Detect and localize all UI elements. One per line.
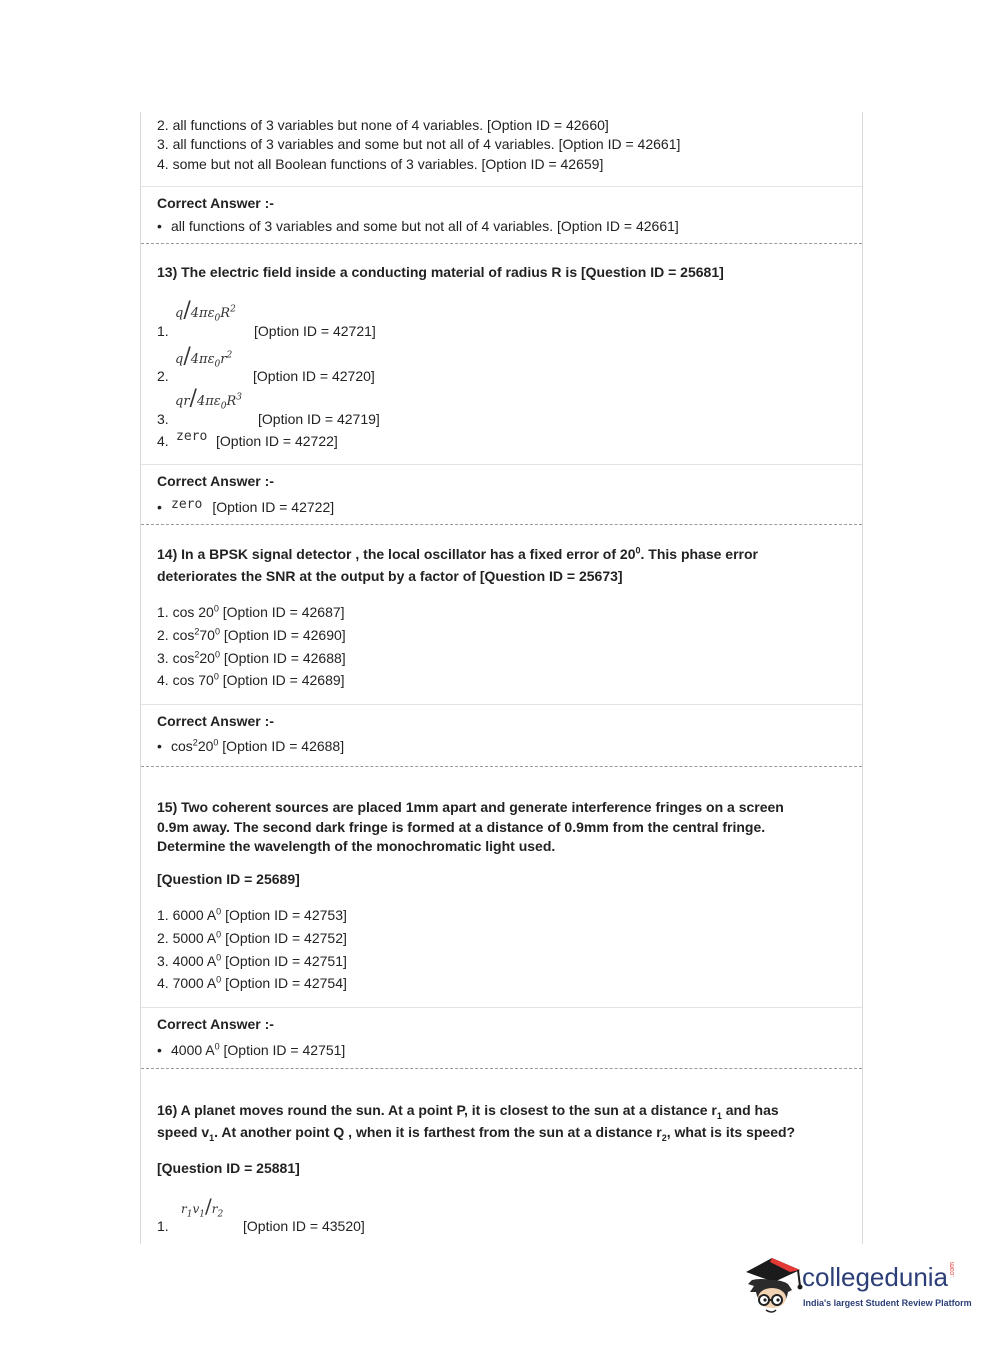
q13-option-3-id: [Option ID = 42719] (258, 411, 380, 427)
q13-option-1-id: [Option ID = 42721] (254, 323, 376, 339)
q16-sub-1: 1 (716, 1110, 722, 1121)
logo-wordmark (802, 1262, 956, 1293)
q14-option-1 (157, 603, 345, 621)
q14-correct-deg: 0 (213, 737, 219, 748)
q15-question-line-1: 15) Two coherent sources are placed 1mm apart and generate interference fringes on a screen (157, 799, 784, 815)
q13-question: 13) The electric field inside a conducting material of radius R is [Question ID = 25681] (157, 264, 724, 280)
q12-option-4: 4. some but not all Boolean functions of 3 variables. [Option ID = 42659] (157, 156, 604, 172)
mascot-icon (742, 1250, 804, 1316)
q16-sub-2a: 1 (209, 1132, 215, 1143)
q14-correct-val: 20 (197, 738, 214, 754)
question-divider (141, 243, 862, 244)
q15-option-2 (157, 929, 347, 947)
q15-correct-answer (157, 1041, 345, 1059)
q14-option-3-id: [Option ID = 42688] (219, 650, 346, 666)
q15-option-2-id: [Option ID = 42752] (221, 930, 347, 946)
q15-option-3-pre: 3. 4000 A (157, 953, 217, 969)
q15-option-1 (157, 906, 347, 924)
logo-suffix: .com (949, 1262, 957, 1278)
q14-option-3-pre: 3. cos (157, 650, 195, 666)
q12-correct-text: all functions of 3 variables and some but not all of 4 variables. [Option ID = 42661] (171, 218, 679, 234)
q13-option-3-num: 3. (157, 411, 169, 427)
bullet-icon: • (157, 1042, 162, 1058)
q15-option-3-id: [Option ID = 42751] (221, 953, 347, 969)
q14-option-1-deg: 0 (213, 603, 219, 614)
q16-option-1-num: 1. (157, 1218, 169, 1234)
q14-option-2-deg: 0 (214, 626, 220, 637)
separator (141, 704, 862, 705)
q16-sub-2b: 2 (661, 1132, 667, 1143)
q13-formula-1: $q/4\pi\varepsilon_0R^2$ (175, 298, 236, 324)
q16-question-id: [Question ID = 25881] (157, 1160, 300, 1176)
q13-formula-3: $qr/4\pi\varepsilon_0R^3$ (175, 386, 243, 412)
q16-text-1a: 16) A planet moves round the sun. At a point P, it is closest to the sun at a distance r (157, 1102, 717, 1118)
q13-option-1-num: 1. (157, 323, 169, 339)
q15-option-4-pre: 4. 7000 A (157, 975, 217, 991)
q15-option-1-pre: 1. 6000 A (157, 907, 217, 923)
q14-option-4-id: [Option ID = 42689] (218, 672, 345, 688)
question-divider (141, 766, 862, 767)
q13-correct-label: Correct Answer :- (157, 473, 274, 489)
q14-option-2-val: 70 (199, 627, 215, 643)
q14-option-4-pre: 4. cos 70 (157, 672, 214, 688)
q15-option-1-id: [Option ID = 42753] (221, 907, 347, 923)
q14-option-4-deg: 0 (213, 671, 219, 682)
q15-option-1-deg: 0 (216, 906, 222, 917)
logo-name: collegedunia (802, 1262, 949, 1292)
q15-correct-deg: 0 (214, 1041, 220, 1052)
separator (141, 1007, 862, 1008)
q13-formula-2: $q/4\pi\varepsilon_0r^2$ (175, 344, 233, 370)
q16-text-2a: speed v (157, 1124, 210, 1140)
q15-question-id: [Question ID = 25689] (157, 871, 300, 887)
q14-correct-sq: 2 (192, 737, 198, 748)
q15-option-2-pre: 2. 5000 A (157, 930, 217, 946)
q14-question-line-1 (157, 545, 758, 563)
q14-correct-id: [Option ID = 42688] (218, 738, 345, 754)
q12-correct-label: Correct Answer :- (157, 195, 274, 211)
q12-correct-answer (157, 217, 679, 235)
q16-text-1b: and has (721, 1102, 779, 1118)
q13-option-4-num: 4. (157, 433, 169, 449)
q13-option-4-zero: zero (176, 429, 208, 444)
q14-correct-pre: cos (171, 738, 193, 754)
separator (141, 186, 862, 187)
q15-option-4-id: [Option ID = 42754] (221, 975, 347, 991)
q14-option-3-sq: 2 (194, 649, 200, 660)
document-frame (140, 112, 863, 1244)
logo-tagline: India's largest Student Review Platform (803, 1298, 972, 1308)
q14-number: 14) (157, 546, 178, 562)
separator (141, 464, 862, 465)
bullet-icon: • (157, 738, 162, 754)
q15-correct-id: [Option ID = 42751] (219, 1042, 346, 1058)
q15-option-4 (157, 974, 347, 992)
q14-option-3-val: 20 (199, 650, 215, 666)
q16-text-2b: . At another point Q , when it is farthest from the sun at a distance r (214, 1124, 662, 1140)
q15-option-3-deg: 0 (216, 952, 222, 963)
q14-text-1: In a BPSK signal detector , the local oscillator has a fixed error of 20 (181, 546, 636, 562)
q16-option-1-id: [Option ID = 43520] (243, 1218, 365, 1234)
q13-option-2-id: [Option ID = 42720] (253, 368, 375, 384)
q14-option-1-id: [Option ID = 42687] (218, 604, 345, 620)
question-divider (141, 1068, 862, 1069)
q16-question-line-1 (157, 1101, 779, 1119)
q14-correct-label: Correct Answer :- (157, 713, 274, 729)
q13-option-2-num: 2. (157, 368, 169, 384)
q14-option-2-pre: 2. cos (157, 627, 195, 643)
q14-question-line-2: deteriorates the SNR at the output by a factor of [Question ID = 25673] (157, 568, 623, 584)
q15-option-2-deg: 0 (216, 929, 222, 940)
q15-correct-label: Correct Answer :- (157, 1016, 274, 1032)
q14-option-2-id: [Option ID = 42690] (219, 627, 346, 643)
q15-option-4-deg: 0 (216, 974, 222, 985)
q15-correct-pre: 4000 A (171, 1042, 215, 1058)
q15-question-line-3: Determine the wavelength of the monochromatic light used. (157, 838, 556, 854)
bullet-icon: • (157, 218, 162, 234)
q14-option-3-deg: 0 (214, 649, 220, 660)
q14-correct-answer (157, 737, 344, 755)
q14-option-4 (157, 671, 345, 689)
question-divider (141, 524, 862, 525)
q16-question-line-2 (157, 1123, 795, 1141)
q13-correct-answer (157, 498, 334, 518)
q14-option-2-sq: 2 (194, 626, 200, 637)
q15-option-3 (157, 952, 347, 970)
q12-option-2: 2. all functions of 3 variables but none of 4 variables. [Option ID = 42660] (157, 117, 609, 133)
q14-option-2 (157, 626, 346, 644)
q14-text-2: . This phase error (640, 546, 758, 562)
q15-question-line-2: 0.9m away. The second dark fringe is formed at a distance of 0.9mm from the central fringe. (157, 819, 766, 835)
q14-option-3 (157, 649, 346, 667)
q16-formula-1: $r_1v_1/r_2$ (181, 1194, 224, 1220)
q14-degree: 0 (635, 545, 641, 556)
bullet-icon: • (157, 499, 162, 515)
q13-correct-zero: zero (171, 497, 203, 512)
collegedunia-logo[interactable] (742, 1250, 972, 1320)
q16-text-2c: , what is its speed? (666, 1124, 796, 1140)
q12-option-3: 3. all functions of 3 variables and some but not all of 4 variables. [Option ID = 42661] (157, 136, 681, 152)
q14-option-1-pre: 1. cos 20 (157, 604, 214, 620)
q13-option-4-id: [Option ID = 42722] (216, 433, 338, 449)
q13-correct-id: [Option ID = 42722] (212, 499, 335, 515)
